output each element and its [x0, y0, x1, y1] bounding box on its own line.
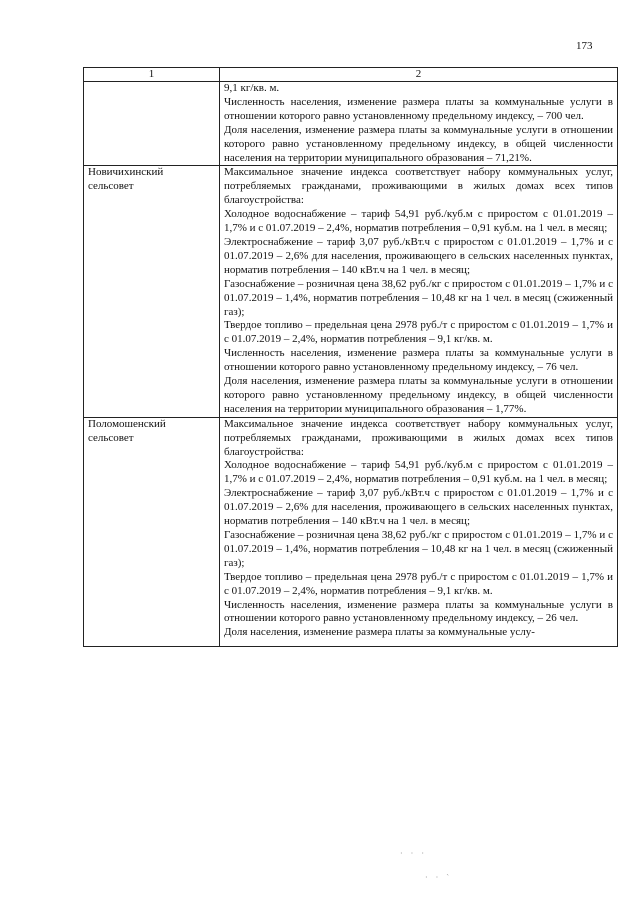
- description-cell: [220, 417, 618, 647]
- paragraph: Электроснабжение – тариф 3,07 руб./кВт.ч с приростом с 01.01.2019 – 1,7% и с 01.07.2019 – 2,6% для населения, проживающего в сельских населенных пунктах, норматив потребления – 140 кВт.ч на 1 чел. в месяц;: [224, 235, 613, 276]
- municipality-cell: Новичихинский сельсовет: [84, 166, 220, 417]
- paragraph: Доля населения, изменение размера платы за коммунальные услуги в отношении которого равно установленному предельному индексу, в общей численности населения на территории муниципального образования – 71,21%.: [224, 123, 613, 164]
- paragraph: Газоснабжение – розничная цена 38,62 руб./кг с приростом с 01.01.2019 – 1,7% и с 01.07.2019 – 1,4%, норматив потребления – 10,48 кг на 1 чел. в месяц (сжиженный газ);: [224, 277, 613, 318]
- paragraph: Доля населения, изменение размера платы за коммунальные услуги в отношении которого равно установленному предельному индексу, в общей численности населения на территории муниципального образования – 1,77%.: [224, 375, 613, 415]
- scan-speck: · · ·: [400, 849, 427, 858]
- paragraph: Газоснабжение – розничная цена 38,62 руб./кг с приростом с 01.01.2019 – 1,7% и с 01.07.2019 – 1,4%, норматив потребления – 10,48 кг на 1 чел. в месяц (сжиженный газ);: [224, 529, 613, 569]
- municipality-cell: [84, 82, 220, 166]
- paragraph: Холодное водоснабжение – тариф 54,91 руб./куб.м с приростом с 01.01.2019 – 1,7% и с 01.07.2019 – 2,4%, норматив потребления – 0,91 куб.м. на 1 чел. в месяц;: [224, 459, 613, 486]
- page-number: 173: [576, 40, 593, 52]
- municipality-cell: Поломошенский сельсовет: [84, 417, 220, 647]
- paragraph: Численность населения, изменение размера платы за коммунальные услуги в отношении которого равно установленному предельному индексу, – 26 чел.: [224, 598, 613, 625]
- description-cell: [220, 166, 618, 417]
- paragraph: Холодное водоснабжение – тариф 54,91 руб./куб.м с приростом с 01.01.2019 – 1,7% и с 01.07.2019 – 2,4%, норматив потребления – 0,91 куб.м. на 1 чел. в месяц;: [224, 208, 613, 235]
- paragraph: Твердое топливо – предельная цена 2978 руб./т с приростом с 01.01.2019 – 1,7% и с 01.07.2019 – 2,4%, норматив потребления – 9,1 кг/кв. м.: [224, 319, 613, 346]
- table-row: [84, 417, 618, 647]
- paragraph: 9,1 кг/кв. м.: [224, 82, 280, 94]
- description-cell: [220, 82, 618, 166]
- scan-speck: · · `: [425, 873, 452, 882]
- paragraph: Численность населения, изменение размера платы за коммунальные услуги в отношении которого равно установленному предельному индексу, – 700 чел.: [224, 95, 613, 122]
- paragraph: Электроснабжение – тариф 3,07 руб./кВт.ч с приростом с 01.01.2019 – 1,7% и с 01.07.2019 – 2,6% для населения, проживающего в сельских населенных пунктах, норматив потребления – 140 кВт.ч на 1 чел. в месяц;: [224, 487, 613, 528]
- column-header-2: 2: [220, 68, 618, 82]
- paragraph-continued: Доля населения, изменение размера платы за коммунальные услу-: [224, 626, 535, 639]
- paragraph: Максимальное значение индекса соответствует набору коммунальных услуг, потребляемых гражданами, проживающими в жилых домах всех типов благоустройства:: [224, 417, 613, 458]
- paragraph: Численность населения, изменение размера платы за коммунальные услуги в отношении которого равно установленному предельному индексу, – 76 чел.: [224, 347, 613, 374]
- column-header-1: 1: [84, 68, 220, 82]
- table-header-row: [84, 68, 618, 82]
- paragraph: Максимальное значение индекса соответствует набору коммунальных услуг, потребляемых гражданами, проживающими в жилых домах всех типов благоустройства:: [224, 166, 613, 207]
- paragraph: Твердое топливо – предельная цена 2978 руб./т с приростом с 01.01.2019 – 1,7% и с 01.07.2019 – 2,4%, норматив потребления – 9,1 кг/кв. м.: [224, 570, 613, 597]
- document-table: [83, 67, 618, 647]
- table-row: [84, 82, 618, 166]
- table-row: [84, 166, 618, 417]
